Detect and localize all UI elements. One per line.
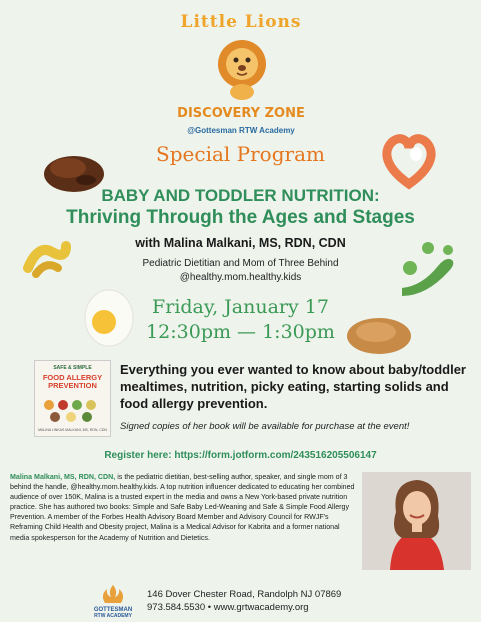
speaker-bio [10,472,355,543]
book-title-line2: PREVENTION [48,381,97,390]
bio-text: is the pediatric dietitian, best-selling author, speaker, and single mom of 3 behind the handle, @healthy.mom.healthy.kids. A top nutrition influencer dedicated to educating her combined audience of over 150K, Malina is a trusted expert in the media and owns a New York-based private nutrition practice. She has authored two books: Simple and Safe Baby Led-Weaning and Safe & Simple Food Allergy Prevention. A member of the Forbes Health Advisory Board Member and Advisory Council for RWJF's Reframing Child Health and Obesity project, Malina is a Medical Advisor for Kabrita and a former national media spokesperson for the Academy of Nutrition and Dietetics. [10,473,355,542]
event-subheadline: Thriving Through the Ages and Stages [66,207,415,228]
gottesman-logo [88,583,138,619]
gottesman-logo-line1: GOTTESMAN [93,607,133,613]
book-author: MALINA LINKAS MALKANI, MS, RDN, CDN [38,428,107,432]
gottesman-logo-line2: RTW ACADEMY [94,613,132,619]
signed-copies-note: Signed copies of her book will be available for purchase at the event! [120,421,410,432]
event-time: 12:30pm — 1:30pm [146,321,335,343]
event-headline: BABY AND TODDLER NUTRITION: [101,186,380,205]
book-cover [34,360,111,437]
book-foods-icon [41,397,105,423]
speaker-role: Pediatric Dietitian and Mom of Three Behind [142,258,339,269]
special-program-heading: Special Program [156,142,325,166]
speaker-line: with Malina Malkani, MS, RDN, CDN [135,236,346,250]
footer-address: 146 Dover Chester Road, Randolph NJ 07869 [147,589,342,600]
event-date: Friday, January 17 [152,296,329,318]
lion-icon [215,38,269,100]
logo-title: Little Lions [180,12,302,32]
book-small-title: SAFE & SIMPLE [53,365,92,371]
logo-zone: DISCOVERY ZONE [177,106,305,121]
bio-name: Malina Malkani, MS, RDN, CDN, [10,473,116,481]
speaker-handle: @healthy.mom.healthy.kids [179,272,302,283]
logo-subtitle: @Gottesman RTW Academy [187,126,295,135]
gottesman-flame-icon [88,583,138,619]
speaker-photo [362,472,471,570]
book-title [35,374,110,390]
register-link[interactable]: Register here: https://form.jotform.com/243516205506147 [104,450,377,461]
little-lions-logo [155,8,327,140]
footer-contact: 973.584.5530 • www.grtwacademy.org [147,602,309,613]
book-title-line1: FOOD ALLERGY [42,373,103,382]
event-pitch: Everything you ever wanted to know about baby/toddler mealtimes, nutrition, picky eating, starting solids and food allergy prevention. [120,362,466,411]
